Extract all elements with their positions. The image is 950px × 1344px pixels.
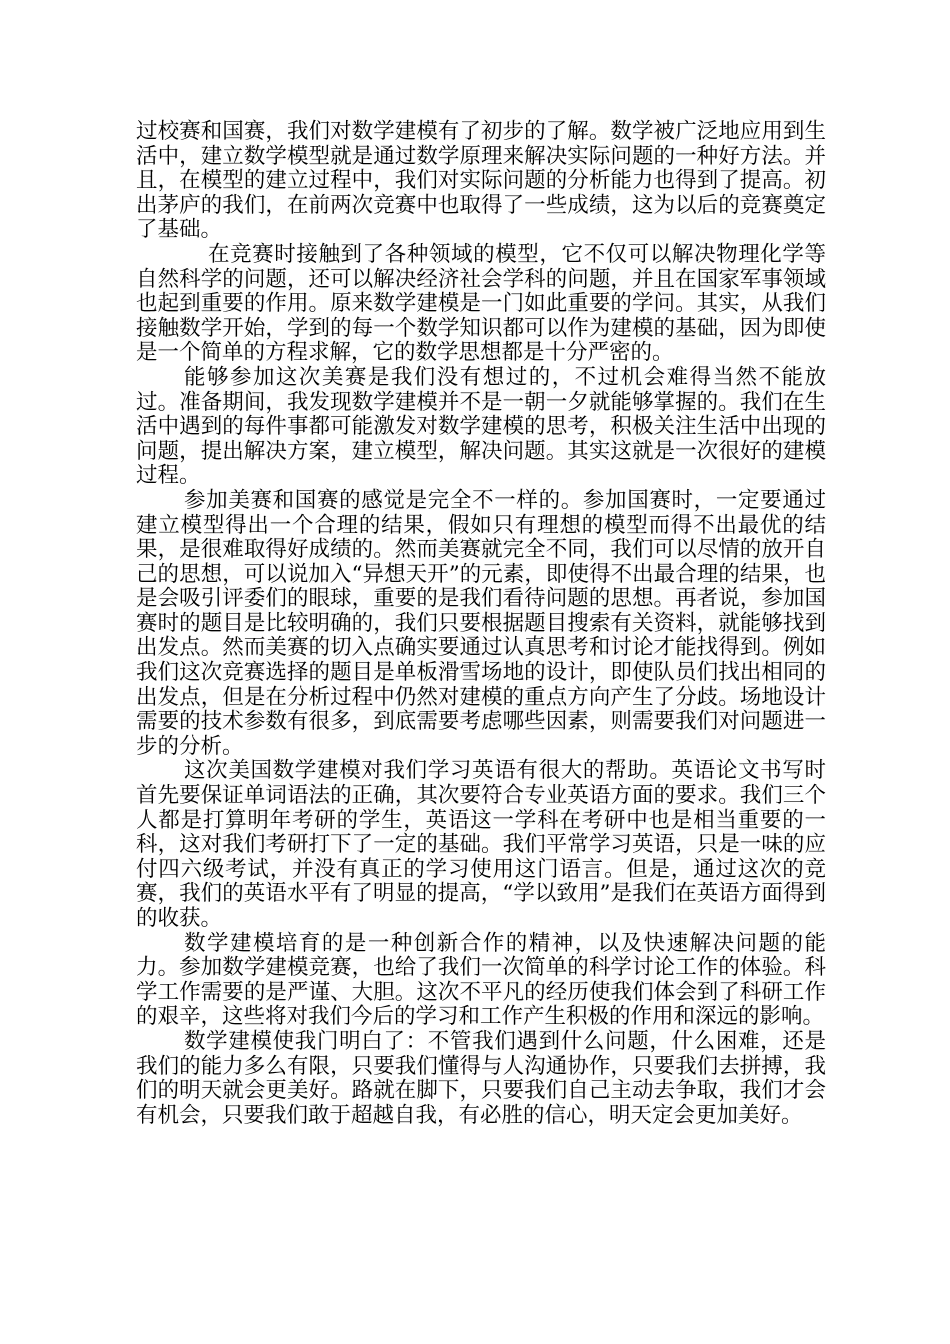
paragraph-3: 能够参加这次美赛是我们没有想过的，不过机会难得当然不能放过。准备期间，我发现数学建模并不是一朝一夕就能够掌握的。我们在生活中遇到的每件事都可能激发对数学建模的思考，积极关注生活中出现的问题，提出解决方案，建立模型，解决问题。其实这就是一次很好的建模过程。 [136, 364, 826, 489]
paragraph-4: 参加美赛和国赛的感觉是完全不一样的。参加国赛时，一定要通过建立模型得出一个合理的结果，假如只有理想的模型而得不出最优的结果，是很难取得好成绩的。然而美赛就完全不同，我们可以尽情的放开自己的思想，可以说加入“异想天开”的元素，即使得不出最合理的结果，也是会吸引评委们的眼球，重要的是我们看待问题的思想。再者说，参加国赛时的题目是比较明确的，我们只要根据题目搜索有关资料，就能够找到出发点。然而美赛的切入点确实要通过认真思考和讨论才能找得到。例如我们这次竞赛选择的题目是单板滑雪场地的设计，即使队员们找出相同的出发点，但是在分析过程中仍然对建模的重点方向产生了分歧。场地设计需要的技术参数有很多，到底需要考虑哪些因素，则需要我们对问题进一步的分析。 [136, 487, 826, 759]
paragraph-2: 在竞赛时接触到了各种领域的模型，它不仅可以解决物理化学等自然科学的问题，还可以解决经济社会学科的问题，并且在国家军事领域也起到重要的作用。原来数学建模是一门如此重要的学问。其实，从我们接触数学开始，学到的每一个数学知识都可以作为建模的基础，因为即使是一个简单的方程求解，它的数学思想都是十分严密的。 [136, 241, 826, 366]
paragraph-7: 数学建模使我门明白了：不管我们遇到什么问题，什么困难，还是我们的能力多么有限，只要我们懂得与人沟通协作，只要我们去拼搏，我们的明天就会更美好。路就在脚下，只要我们自己主动去争取，我们才会有机会，只要我们敢于超越自我，有必胜的信心，明天定会更加美好。 [136, 1028, 826, 1128]
paragraph-1: 过校赛和国赛，我们对数学建模有了初步的了解。数学被广泛地应用到生活中，建立数学模型就是通过数学原理来解决实际问题的一种好方法。并且，在模型的建立过程中，我们对实际问题的分析能力也得到了提高。初出茅庐的我们，在前两次竞赛中也取得了一些成绩，这为以后的竞赛奠定了基础。 [136, 119, 826, 243]
paragraph-6: 数学建模培育的是一种创新合作的精神，以及快速解决问题的能力。参加数学建模竞赛，也给了我们一次简单的科学讨论工作的体验。科学工作需要的是严谨、大胆。这次不平凡的经历使我们体会到了科研工作的艰辛，这些将对我们今后的学习和工作产生积极的作用和深远的影响。 [136, 930, 826, 1030]
document-body [136, 120, 826, 1128]
paragraph-5: 这次美国数学建模对我们学习英语有很大的帮助。英语论文书写时首先要保证单词语法的正确，其次要符合专业英语方面的要求。我们三个人都是打算明年考研的学生，英语这一学科在考研中也是相当重要的一科，这对我们考研打下了一定的基础。我们平常学习英语，只是一味的应付四六级考试，并没有真正的学习使用这门语言。但是，通过这次的竞赛，我们的英语水平有了明显的提高，“学以致用”是我们在英语方面得到的收获。 [136, 758, 826, 931]
